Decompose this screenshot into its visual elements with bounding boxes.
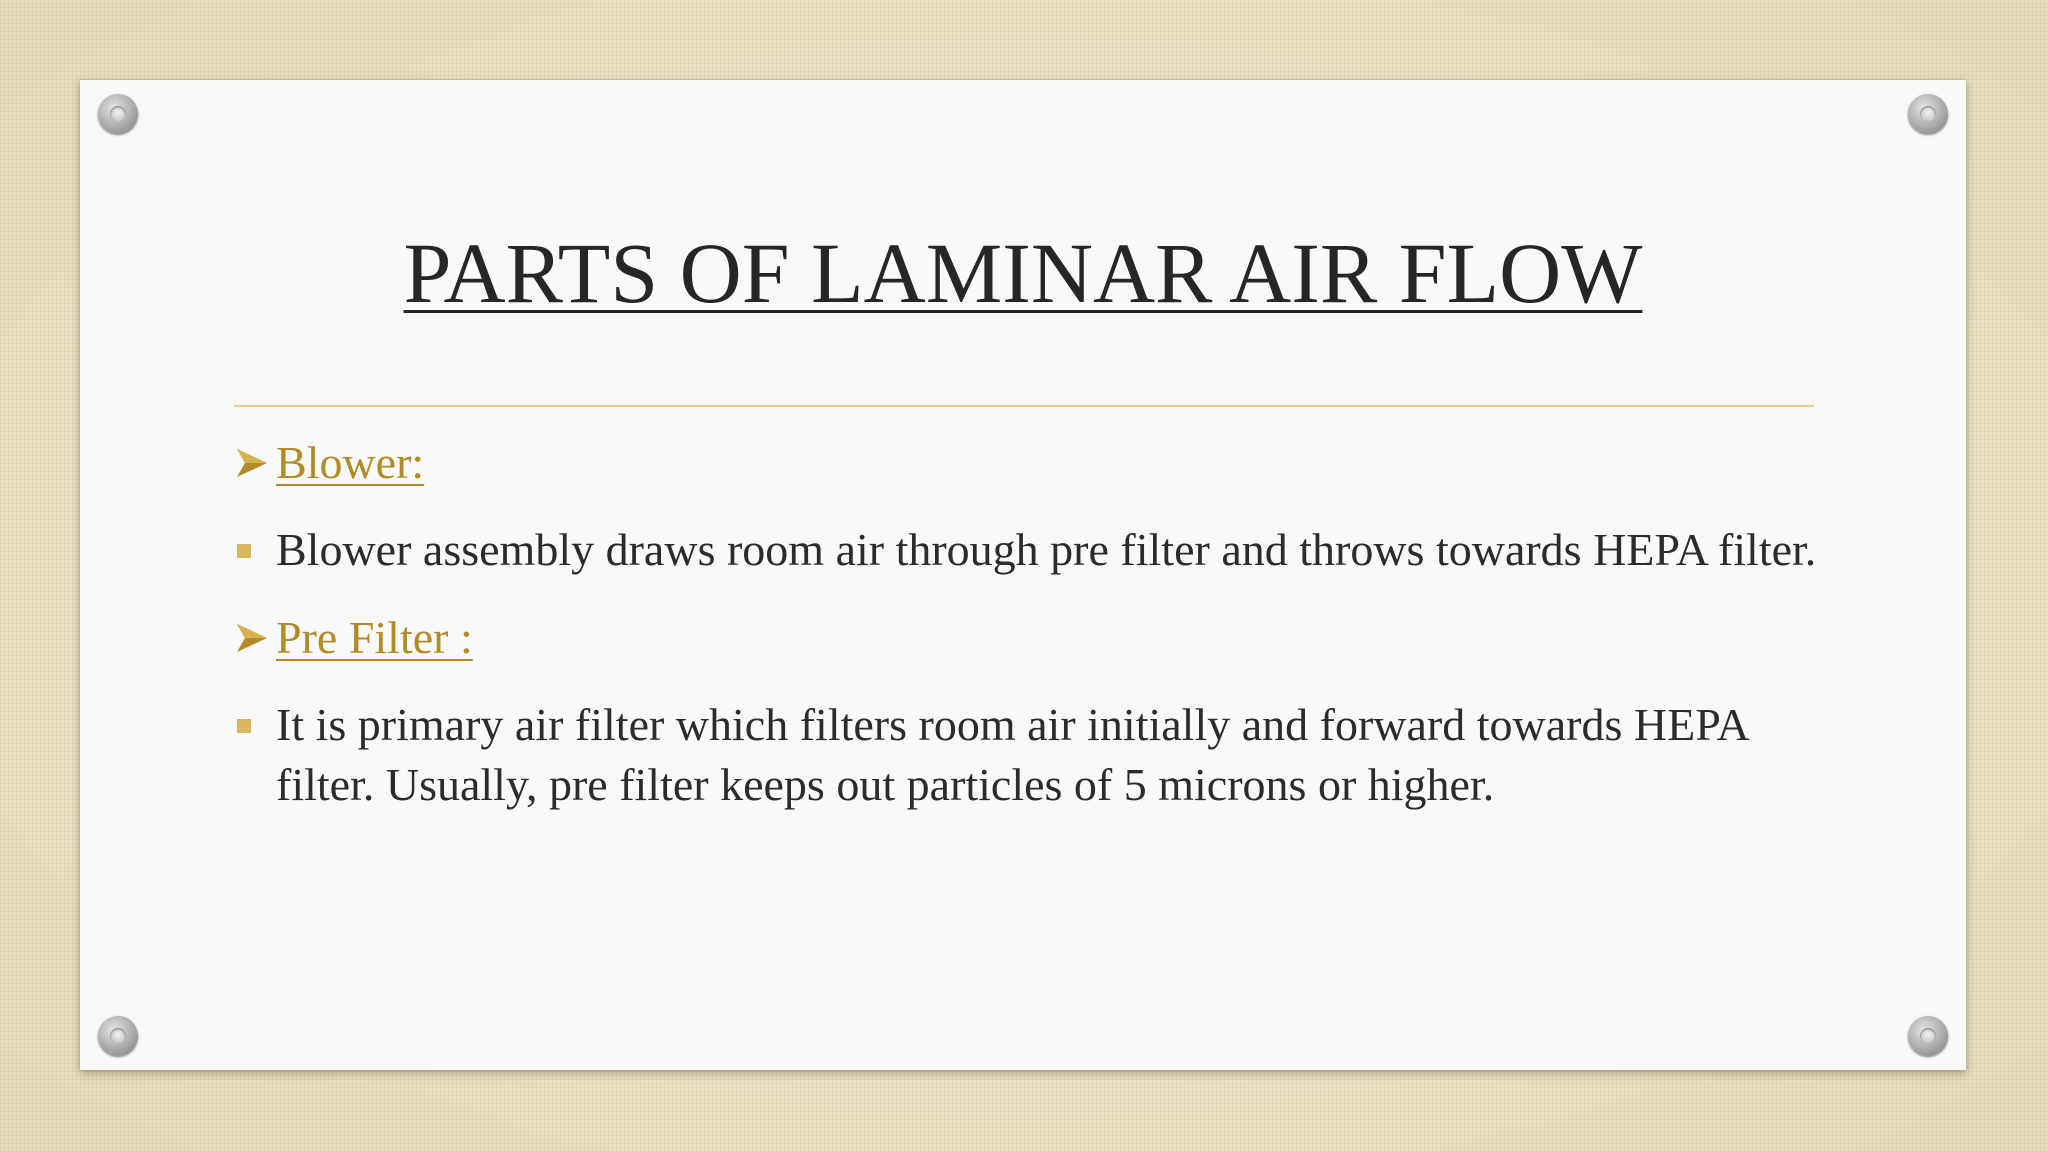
bullet-item [234, 695, 1834, 815]
bullet-text: Blower assembly draws room air through pre filter and throws towards HEPA filter. [276, 524, 1817, 576]
section-heading-label: Blower: [276, 437, 425, 488]
title-divider [234, 405, 1814, 407]
grommet-icon [98, 94, 138, 134]
bullet-text: It is primary air filter which filters room air initially and forward towards HEPA filter. Usually, pre filter keeps out particles of 5 microns or higher. [276, 699, 1748, 810]
slide-title: PARTS OF LAMINAR AIR FLOW [403, 225, 1643, 321]
square-bullet-icon [237, 544, 251, 558]
grommet-icon [1908, 94, 1948, 134]
arrowhead-bullet-icon [234, 445, 270, 481]
square-bullet-icon [237, 719, 251, 733]
grommet-icon [1908, 1016, 1948, 1056]
section-heading-pre-filter [234, 610, 1834, 665]
grommet-icon [98, 1016, 138, 1056]
section-heading-label: Pre Filter : [276, 611, 473, 663]
section-heading-blower [234, 435, 1834, 490]
slide-card [80, 80, 1966, 1070]
bullet-item [234, 520, 1834, 580]
arrowhead-bullet-icon [234, 620, 270, 656]
slide-content [234, 435, 1834, 845]
